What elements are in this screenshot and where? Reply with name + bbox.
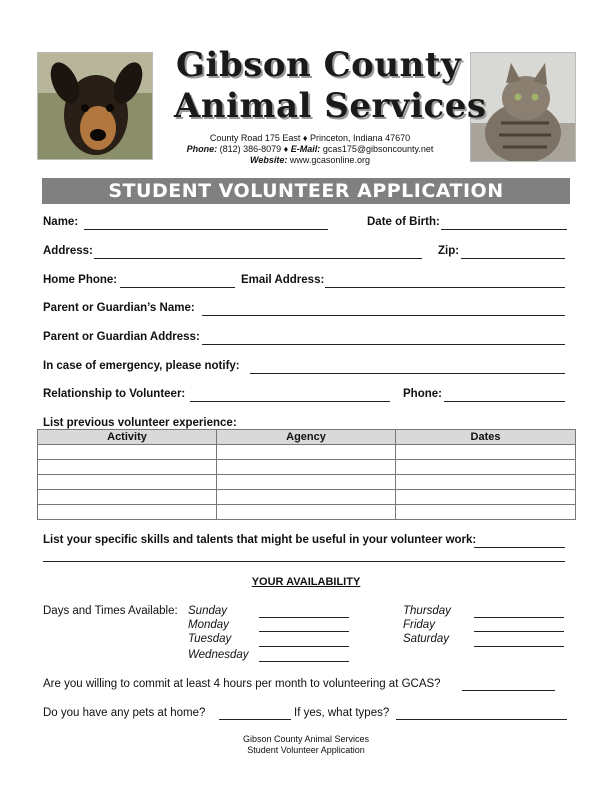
address-field[interactable] — [94, 258, 422, 259]
dob-label: Date of Birth: — [367, 216, 440, 228]
day-sunday: Sunday — [188, 605, 228, 617]
table-cell[interactable] — [217, 490, 396, 505]
name-label: Name: — [43, 216, 79, 228]
zip-field[interactable] — [461, 258, 565, 259]
experience-table — [37, 429, 576, 520]
table-cell[interactable] — [217, 475, 396, 490]
day-monday: Monday — [188, 619, 229, 631]
relationship-field[interactable] — [190, 401, 390, 402]
website-value: www.gcasonline.org — [289, 155, 370, 165]
pets-types-field[interactable] — [396, 719, 567, 720]
website-line — [160, 155, 460, 166]
day-saturday: Saturday — [403, 633, 450, 645]
skills-label: List your specific skills and talents that might be useful in your volunteer work: — [43, 534, 477, 546]
home-phone-field[interactable] — [120, 287, 235, 288]
skills-field-1[interactable] — [474, 547, 565, 548]
zip-label: Zip: — [438, 245, 460, 257]
footer-line1: Gibson County Animal Services — [242, 734, 370, 744]
availability-heading: YOUR AVAILABILITY — [251, 576, 361, 588]
org-name-line2: Animal Services — [174, 86, 487, 126]
org-name-line1: Gibson County — [176, 45, 462, 85]
table-row — [38, 460, 576, 475]
dog-photo — [37, 52, 153, 160]
day-thursday: Thursday — [403, 605, 451, 617]
availability-label: Days and Times Available: — [43, 605, 178, 617]
website-label: Website: — [250, 155, 288, 165]
experience-header-row — [38, 430, 576, 445]
table-cell[interactable] — [38, 505, 217, 520]
email-label: E-Mail: — [290, 144, 321, 154]
emergency-label: In case of emergency, please notify: — [43, 360, 240, 372]
pets-types-question: If yes, what types? — [294, 707, 390, 719]
table-cell[interactable] — [217, 445, 396, 460]
contact-block — [160, 133, 460, 166]
relationship-label: Relationship to Volunteer: — [43, 388, 186, 400]
email-field[interactable] — [325, 287, 565, 288]
sunday-field[interactable] — [259, 617, 349, 618]
experience-heading: List previous volunteer experience: — [43, 417, 237, 429]
table-cell[interactable] — [396, 445, 576, 460]
phone-value: (812) 386-8079 ♦ — [219, 144, 289, 154]
phone-field[interactable] — [444, 401, 565, 402]
column-activity: Activity — [38, 430, 217, 445]
saturday-field[interactable] — [474, 646, 564, 647]
guardian-name-label: Parent or Guardian’s Name: — [43, 302, 195, 314]
table-cell[interactable] — [396, 460, 576, 475]
dob-field[interactable] — [441, 229, 567, 230]
emergency-field[interactable] — [250, 373, 565, 374]
day-tuesday: Tuesday — [188, 633, 232, 645]
table-cell[interactable] — [396, 475, 576, 490]
pets-field[interactable] — [219, 719, 291, 720]
table-cell[interactable] — [396, 505, 576, 520]
table-cell[interactable] — [38, 445, 217, 460]
monday-field[interactable] — [259, 631, 349, 632]
home-phone-label: Home Phone: — [43, 274, 118, 286]
friday-field[interactable] — [474, 631, 564, 632]
table-cell[interactable] — [217, 505, 396, 520]
wednesday-field[interactable] — [259, 661, 349, 662]
phone-label: Phone: — [186, 144, 218, 154]
table-cell[interactable] — [396, 490, 576, 505]
tuesday-field[interactable] — [259, 646, 349, 647]
day-friday: Friday — [403, 619, 435, 631]
thursday-field[interactable] — [474, 617, 564, 618]
guardian-address-label: Parent or Guardian Address: — [43, 331, 200, 343]
table-cell[interactable] — [38, 460, 217, 475]
commit-question: Are you willing to commit at least 4 hours per month to volunteering at GCAS? — [43, 678, 441, 690]
form-title: STUDENT VOLUNTEER APPLICATION — [42, 178, 570, 204]
day-wednesday: Wednesday — [188, 649, 249, 661]
dog-photo-icon — [38, 53, 152, 159]
name-field[interactable] — [84, 229, 328, 230]
email-value: gcas175@gibsoncounty.net — [322, 144, 434, 154]
table-cell[interactable] — [38, 490, 217, 505]
table-row — [38, 445, 576, 460]
footer — [0, 734, 612, 756]
commit-field[interactable] — [462, 690, 555, 691]
guardian-name-field[interactable] — [202, 315, 565, 316]
column-agency: Agency — [217, 430, 396, 445]
table-row — [38, 490, 576, 505]
column-dates: Dates — [396, 430, 576, 445]
address-label: Address: — [43, 245, 93, 257]
address-line: County Road 175 East ♦ Princeton, Indiana 47670 — [209, 133, 411, 143]
guardian-address-field[interactable] — [202, 344, 565, 345]
table-row — [38, 505, 576, 520]
skills-field-2[interactable] — [43, 561, 565, 562]
pets-question: Do you have any pets at home? — [43, 707, 206, 719]
footer-line2: Student Volunteer Application — [247, 745, 365, 755]
table-cell[interactable] — [38, 475, 217, 490]
phone-email-line — [160, 144, 460, 155]
table-cell[interactable] — [217, 460, 396, 475]
email-label-field: Email Address: — [241, 274, 325, 286]
table-row — [38, 475, 576, 490]
phone-label-field: Phone: — [403, 388, 442, 400]
